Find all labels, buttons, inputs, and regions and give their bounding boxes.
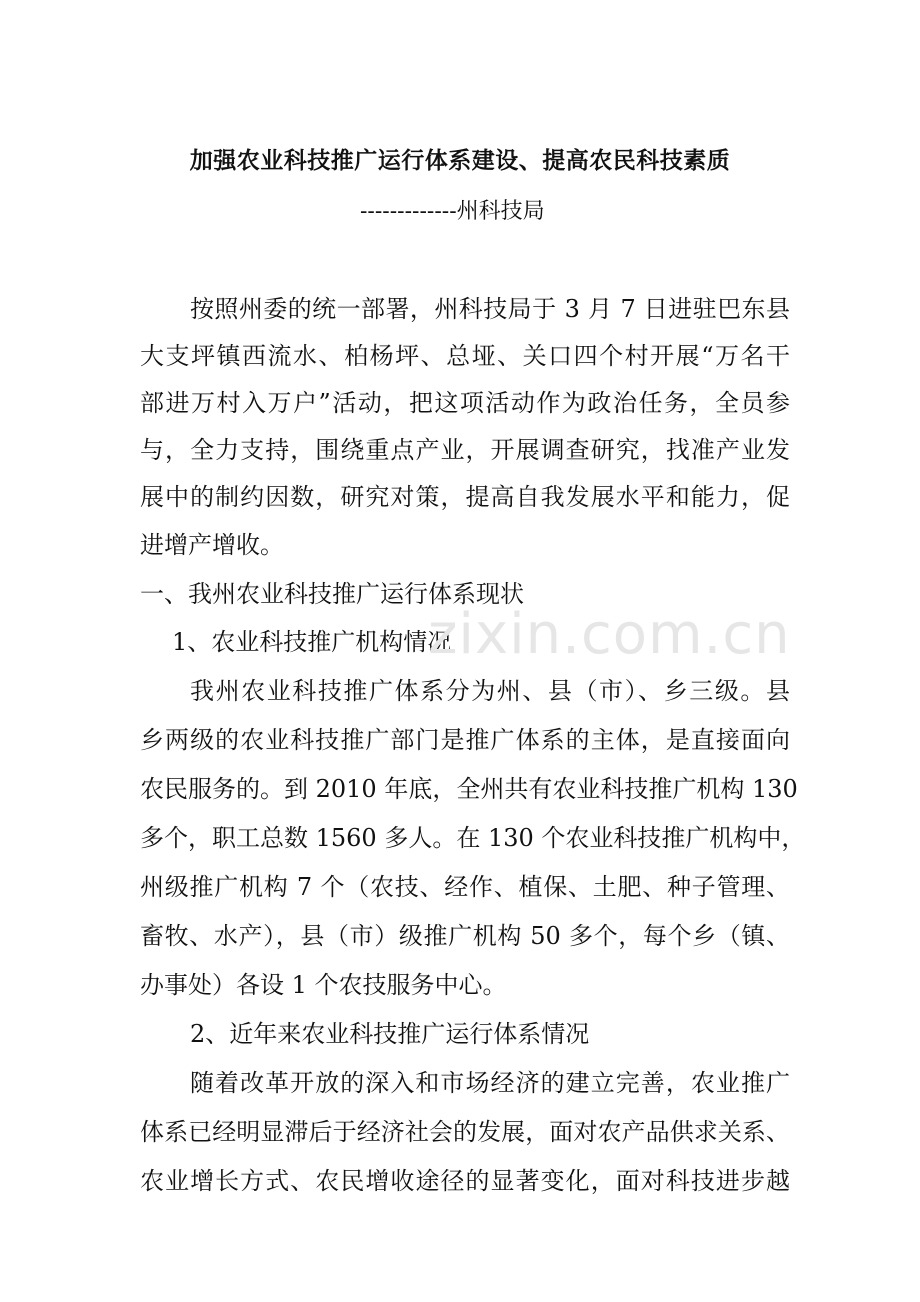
- body-line: 农民服务的。到 2010 年底，全州共有农业科技推广机构 130: [140, 775, 798, 803]
- document-author: -------------州科技局: [360, 199, 545, 224]
- body-line: 畜牧、水产），县（市）级推广机构 50 多个，每个乡（镇、: [140, 922, 790, 950]
- body-line: 随着改革开放的深入和市场经济的建立完善，农业推广: [190, 1069, 790, 1097]
- body-line: 我州农业科技推广体系分为州、县（市）、乡三级。县: [190, 677, 790, 705]
- body-line: 部进万村入万户”活动，把这项活动作为政治任务，全员参: [140, 389, 790, 417]
- section-heading: 一、我州农业科技推广运行体系现状: [140, 580, 524, 608]
- body-line: 体系已经明显滞后于经济社会的发展，面对农产品供求关系、: [140, 1118, 790, 1146]
- body-line: 州级推广机构 7 个（农技、经作、植保、土肥、种子管理、: [140, 873, 790, 901]
- body-line: 乡两级的农业科技推广部门是推广体系的主体，是直接面向: [140, 726, 790, 754]
- body-line: 进增产增收。: [140, 531, 284, 559]
- subsection-heading: 1、农业科技推广机构情况: [172, 628, 452, 656]
- watermark-text: zixin.com.cn: [428, 602, 791, 667]
- body-line: 农业增长方式、农民增收途径的显著变化，面对科技进步越: [140, 1167, 790, 1195]
- body-line: 大支坪镇西流水、柏杨坪、总垭、关口四个村开展“万名干: [140, 342, 790, 370]
- body-line: 多个，职工总数 1560 多人。在 130 个农业科技推广机构中，: [140, 824, 806, 852]
- subsection-heading: 2、近年来农业科技推广运行体系情况: [190, 1020, 590, 1048]
- document-title: 加强农业科技推广运行体系建设、提高农民科技素质: [189, 148, 731, 174]
- body-line: 展中的制约因数，研究对策，提高自我发展水平和能力，促: [140, 483, 790, 511]
- body-line: 与，全力支持，围绕重点产业，开展调查研究，找准产业发: [140, 436, 790, 464]
- body-line: 办事处）各设 1 个农技服务中心。: [140, 971, 507, 999]
- body-line: 按照州委的统一部署，州科技局于 3 月 7 日进驻巴东县: [190, 295, 790, 323]
